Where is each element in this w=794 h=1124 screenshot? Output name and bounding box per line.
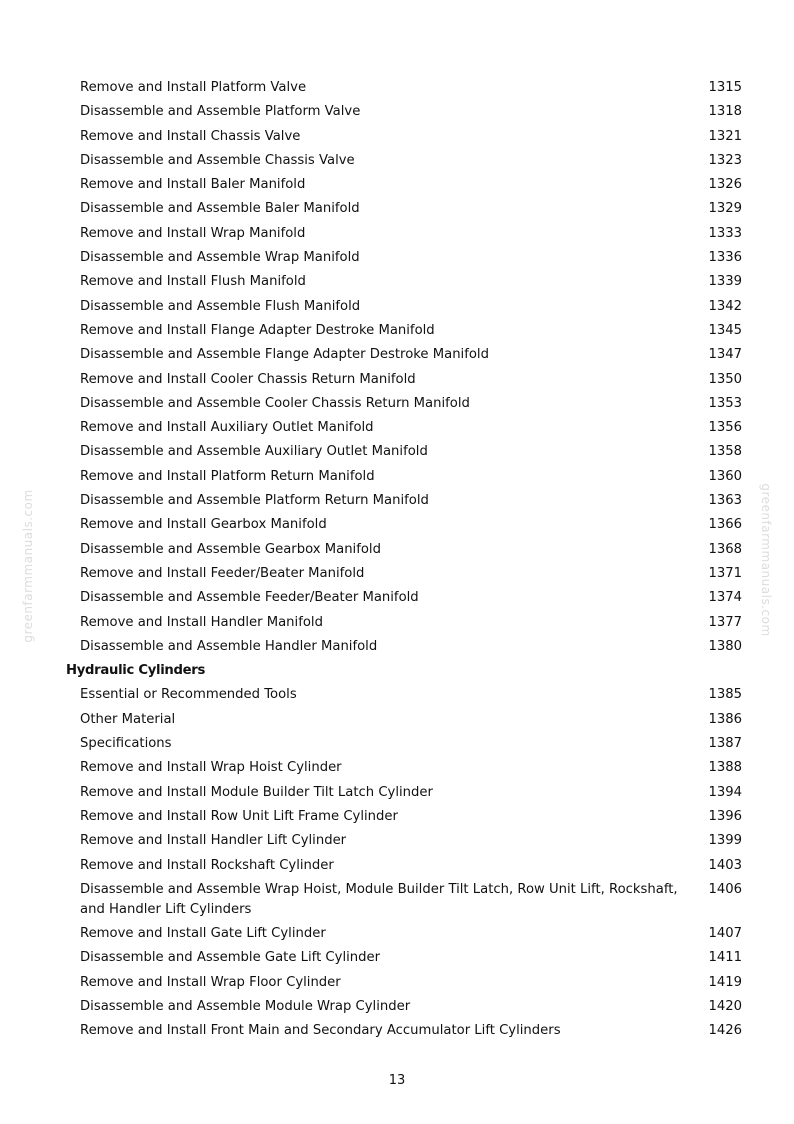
- toc-entry-page: 1360: [708, 468, 742, 484]
- toc-entry-page: 1386: [708, 711, 742, 727]
- toc-entry[interactable]: [0, 586, 794, 610]
- toc-entry[interactable]: [0, 611, 794, 635]
- toc-entry-title: Disassemble and Assemble Module Wrap Cylinder: [80, 998, 411, 1014]
- toc-entry-title: Specifications: [80, 736, 172, 752]
- toc-entry-title: Remove and Install Module Builder Tilt Latch Cylinder: [80, 784, 433, 800]
- toc-entry-page: 1353: [708, 395, 742, 411]
- toc-entry-title: Remove and Install Row Unit Lift Frame Cylinder: [80, 808, 398, 824]
- toc-entry[interactable]: [0, 295, 794, 319]
- toc-entry-page: 1350: [708, 371, 742, 387]
- toc-entry-title: Disassemble and Assemble Flush Manifold: [80, 298, 361, 314]
- toc-entry-title: Disassemble and Assemble Platform Return Manifold: [80, 493, 429, 509]
- toc-entry-title: Disassemble and Assemble Cooler Chassis Return Manifold: [80, 395, 470, 411]
- toc-entry[interactable]: [0, 465, 794, 489]
- toc-entry-page: 1377: [708, 614, 742, 630]
- toc-entry[interactable]: [0, 995, 794, 1019]
- toc-entry-title: Remove and Install Wrap Manifold: [80, 225, 306, 241]
- toc-entry[interactable]: [0, 270, 794, 294]
- toc-entry-page: 1368: [708, 541, 742, 557]
- toc-entry[interactable]: [0, 173, 794, 197]
- toc-entry-page: 1347: [708, 347, 742, 363]
- toc-entry[interactable]: [0, 489, 794, 513]
- toc-entry-page: 1366: [708, 517, 742, 533]
- toc-entry-page: 1371: [708, 565, 742, 581]
- toc-entry[interactable]: [0, 100, 794, 124]
- watermark-left: greenfarmmanuals.com: [21, 489, 35, 643]
- toc-entry-title: Remove and Install Flush Manifold: [80, 274, 306, 290]
- toc-entry-title: Disassemble and Assemble Gearbox Manifold: [80, 541, 381, 557]
- toc-entry-title: Remove and Install Cooler Chassis Return Manifold: [80, 371, 416, 387]
- toc-entry[interactable]: [0, 971, 794, 995]
- toc-entry-page: 1321: [708, 128, 742, 144]
- toc-entry[interactable]: [0, 343, 794, 367]
- toc-entry-page: 1315: [708, 80, 742, 95]
- toc-entry[interactable]: [0, 197, 794, 221]
- toc-entry[interactable]: [0, 246, 794, 270]
- toc-entry-title: Remove and Install Platform Valve: [80, 80, 307, 95]
- toc-entry[interactable]: [0, 683, 794, 707]
- toc-entry-title: Remove and Install Handler Manifold: [80, 614, 323, 630]
- toc-entry-title: Remove and Install Wrap Hoist Cylinder: [80, 760, 342, 776]
- toc-entry-title: Remove and Install Rockshaft Cylinder: [80, 857, 334, 873]
- toc-entry-page: 1380: [708, 638, 742, 654]
- toc-entry-title: Disassemble and Assemble Gate Lift Cylinder: [80, 950, 381, 966]
- toc-entry-page: 1387: [708, 736, 742, 752]
- page-number: 13: [388, 1073, 406, 1088]
- toc-entry-page: 1406: [708, 881, 742, 897]
- toc-entry[interactable]: [0, 829, 794, 853]
- toc-entry-title: Remove and Install Gate Lift Cylinder: [80, 926, 326, 942]
- toc-entry[interactable]: [0, 854, 794, 878]
- toc-entry-title: Remove and Install Handler Lift Cylinder: [80, 833, 347, 849]
- toc-entry-title: Remove and Install Wrap Floor Cylinder: [80, 974, 341, 990]
- watermark-right: greenfarmmanuals.com: [759, 483, 773, 637]
- toc-entry[interactable]: [0, 922, 794, 946]
- toc-entry-title: Remove and Install Feeder/Beater Manifold: [80, 565, 365, 581]
- toc-entry-page: 1356: [708, 420, 742, 436]
- toc-entry[interactable]: [0, 756, 794, 780]
- toc-entry-title: Remove and Install Platform Return Manifold: [80, 468, 375, 484]
- toc-entry[interactable]: [0, 149, 794, 173]
- toc-entry-title: Disassemble and Assemble Platform Valve: [80, 104, 361, 120]
- toc-entry[interactable]: [0, 440, 794, 464]
- toc-entry[interactable]: [0, 781, 794, 805]
- toc-entry-title: Remove and Install Baler Manifold: [80, 177, 306, 193]
- toc-entry[interactable]: [0, 635, 794, 659]
- toc-entry-page: 1358: [708, 444, 742, 460]
- toc-entry[interactable]: [0, 222, 794, 246]
- toc-entry[interactable]: [0, 562, 794, 586]
- toc-entry-title: Disassemble and Assemble Chassis Valve: [80, 152, 355, 168]
- toc-entry[interactable]: [0, 416, 794, 440]
- toc-entry-page: 1419: [708, 974, 742, 990]
- toc-entry-page: 1388: [708, 760, 742, 776]
- toc-entry-page: 1399: [708, 833, 742, 849]
- toc-section-title: Hydraulic Cylinders: [66, 663, 206, 679]
- toc-entry-page: 1403: [708, 857, 742, 873]
- toc-entry-title: Remove and Install Chassis Valve: [80, 128, 301, 144]
- toc-entry[interactable]: [0, 392, 794, 416]
- toc-entry[interactable]: [0, 878, 794, 922]
- toc-entry-page: 1345: [708, 322, 742, 338]
- toc-entry-page: 1396: [708, 808, 742, 824]
- toc-section-heading: [0, 659, 794, 683]
- toc-entry-page: 1342: [708, 298, 742, 314]
- toc-entry[interactable]: [0, 368, 794, 392]
- toc-entry-title: Other Material: [80, 711, 176, 727]
- toc-entry-page: 1318: [708, 104, 742, 120]
- toc-entry-title: Remove and Install Gearbox Manifold: [80, 517, 327, 533]
- toc-entry-page: 1407: [708, 926, 742, 942]
- toc-entry-page: 1323: [708, 152, 742, 168]
- toc-entry[interactable]: [0, 732, 794, 756]
- toc-entry-title: Disassemble and Assemble Wrap Hoist, Module Builder Tilt Latch, Row Unit Lift, Rockshaft, and Handler Lift Cylinders: [80, 881, 678, 917]
- toc-entry-page: 1374: [708, 590, 742, 606]
- toc-entry-page: 1411: [708, 950, 742, 966]
- toc-entry-title: Remove and Install Auxiliary Outlet Manifold: [80, 420, 374, 436]
- toc-entry[interactable]: [0, 76, 794, 100]
- toc-entry-title: Essential or Recommended Tools: [80, 687, 297, 703]
- toc-entry-page: 1426: [708, 1023, 742, 1039]
- toc-entry-page: 1394: [708, 784, 742, 800]
- toc-entry[interactable]: [0, 946, 794, 970]
- toc-entry-title: Disassemble and Assemble Baler Manifold: [80, 201, 360, 217]
- toc-entry-page: 1336: [708, 250, 742, 266]
- toc-entry-title: Disassemble and Assemble Flange Adapter Destroke Manifold: [80, 347, 489, 363]
- toc-entry[interactable]: [0, 513, 794, 537]
- toc-entry-title: Disassemble and Assemble Wrap Manifold: [80, 250, 360, 266]
- toc-entry[interactable]: [0, 708, 794, 732]
- toc-entry[interactable]: [0, 538, 794, 562]
- toc-entry[interactable]: [0, 1019, 794, 1043]
- toc-entry-title: Disassemble and Assemble Handler Manifold: [80, 638, 378, 654]
- toc-entry-page: 1333: [708, 225, 742, 241]
- toc-entry-title: Remove and Install Front Main and Secondary Accumulator Lift Cylinders: [80, 1023, 561, 1039]
- toc-entry-page: 1326: [708, 177, 742, 193]
- toc-entry[interactable]: [0, 319, 794, 343]
- toc-entry-page: 1329: [708, 201, 742, 217]
- toc-entry-title: Disassemble and Assemble Auxiliary Outlet Manifold: [80, 444, 428, 460]
- table-of-contents: [0, 76, 794, 1044]
- toc-entry[interactable]: [0, 805, 794, 829]
- toc-entry[interactable]: [0, 125, 794, 149]
- toc-entry-page: 1420: [708, 998, 742, 1014]
- toc-entry-page: 1363: [708, 493, 742, 509]
- toc-entry-page: 1339: [708, 274, 742, 290]
- toc-entry-page: 1385: [708, 687, 742, 703]
- toc-entry-title: Remove and Install Flange Adapter Destroke Manifold: [80, 322, 435, 338]
- toc-entry-title: Disassemble and Assemble Feeder/Beater Manifold: [80, 590, 419, 606]
